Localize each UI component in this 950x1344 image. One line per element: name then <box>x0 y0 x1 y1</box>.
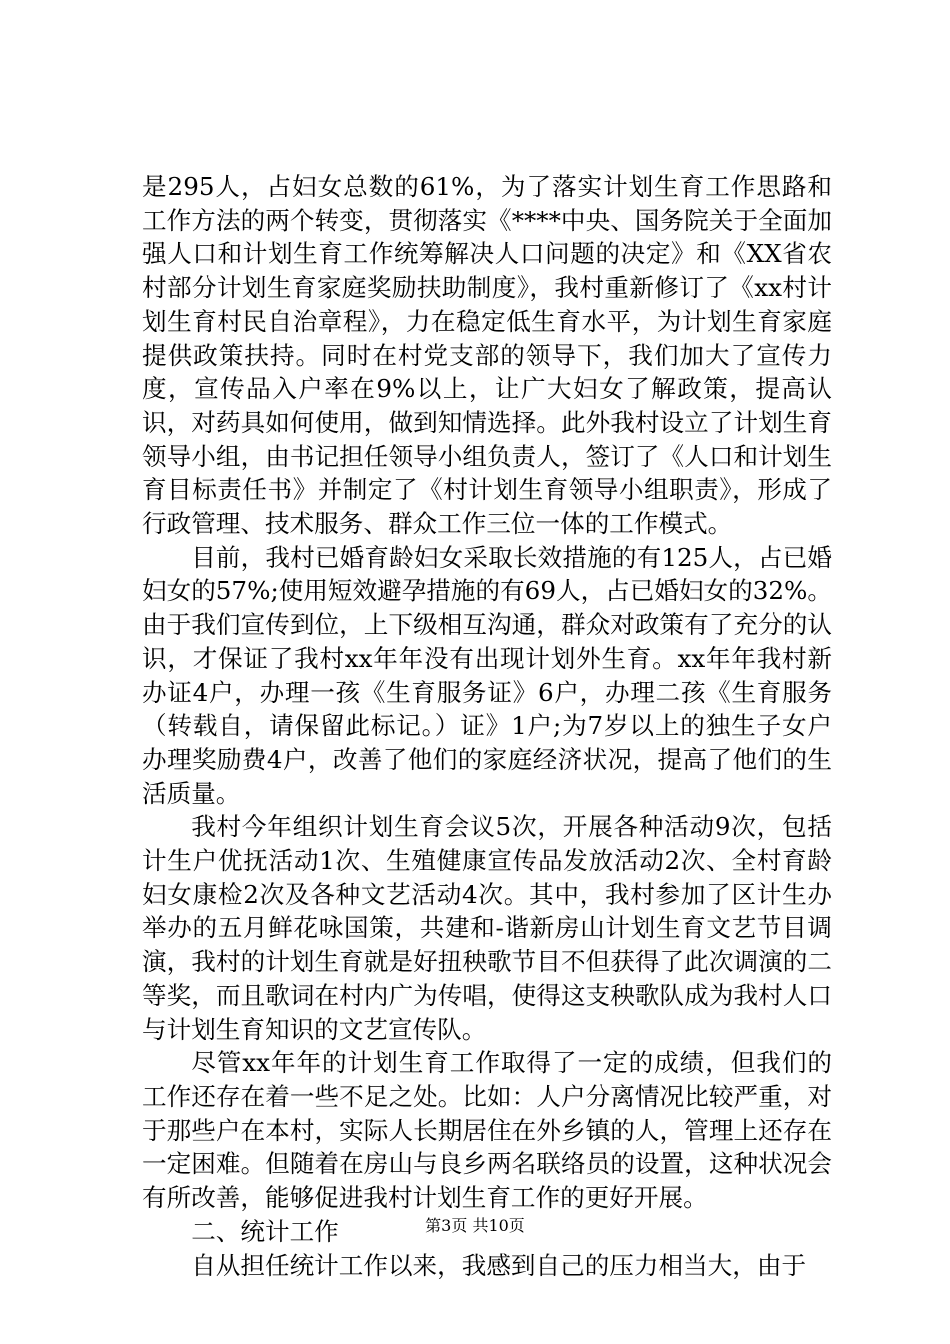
document-body <box>142 170 832 1282</box>
paragraph-3: 我村今年组织计划生育会议5次，开展各种活动9次，包括计生户优抚活动1次、生殖健康宣传品发放活动2次、全村育龄妇女康检2次及各种文艺活动4次。其中，我村参加了区计生办举办的五月鲜花咏国策，共建和-谐新房山计划生育文艺节目调演，我村的计划生育就是好扭秧歌节目不但获得了此次调演的二等奖，而且歌词在村内广为传唱，使得这支秧歌队成为我村人口与计划生育知识的文艺宣传队。 <box>142 812 832 1044</box>
paragraph-5: 自从担任统计工作以来，我感到自己的压力相当大，由于 <box>191 1250 807 1280</box>
page-footer: 第3页 共10页 <box>425 1216 525 1235</box>
paragraph-2: 目前，我村已婚育龄妇女采取长效措施的有125人，占已婚妇女的57%;使用短效避孕措施的有69人，占已婚妇女的32%。由于我们宣传到位，上下级相互沟通，群众对政策有了充分的认识，才保证了我村xx年年没有出现计划外生育。xx年年我村新办证4户，办理一孩《生育服务证》6户，办理二孩《生育服务（转载自，请保留此标记。）证》1户;为7岁以上的独生子女户办理奖励费4户，改善了他们的家庭经济状况，提高了他们的生活质量。 <box>142 542 832 808</box>
paragraph-4: 尽管xx年年的计划生育工作取得了一定的成绩，但我们的工作还存在着一些不足之处。比如：人户分离情况比较严重，对于那些户在本村，实际人长期居住在外乡镇的人，管理上还存在一定困难。但随着在房山与良乡两名联络员的设置，这种状况会有所改善，能够促进我村计划生育工作的更好开展。 <box>142 1048 832 1213</box>
section-heading: 二、统计工作 <box>191 1216 339 1246</box>
paragraph-1: 是295人，占妇女总数的61%，为了落实计划生育工作思路和工作方法的两个转变，贯彻落实《****中央、国务院关于全面加强人口和计划生育工作统筹解决人口问题的决定》和《XX省农村部分计划生育家庭奖励扶助制度》，我村重新修订了《xx村计划生育村民自治章程》，力在稳定低生育水平，为计划生育家庭提供政策扶持。同时在村党支部的领导下，我们加大了宣传力度，宣传品入户率在9%以上，让广大妇女了解政策，提高认识，对药具如何使用，做到知情选择。此外我村设立了计划生育领导小组，由书记担任领导小组负责人，签订了《人口和计划生育目标责任书》并制定了《村计划生育领导小组职责》，形成了行政管理、技术服务、群众工作三位一体的工作模式。 <box>142 172 832 539</box>
